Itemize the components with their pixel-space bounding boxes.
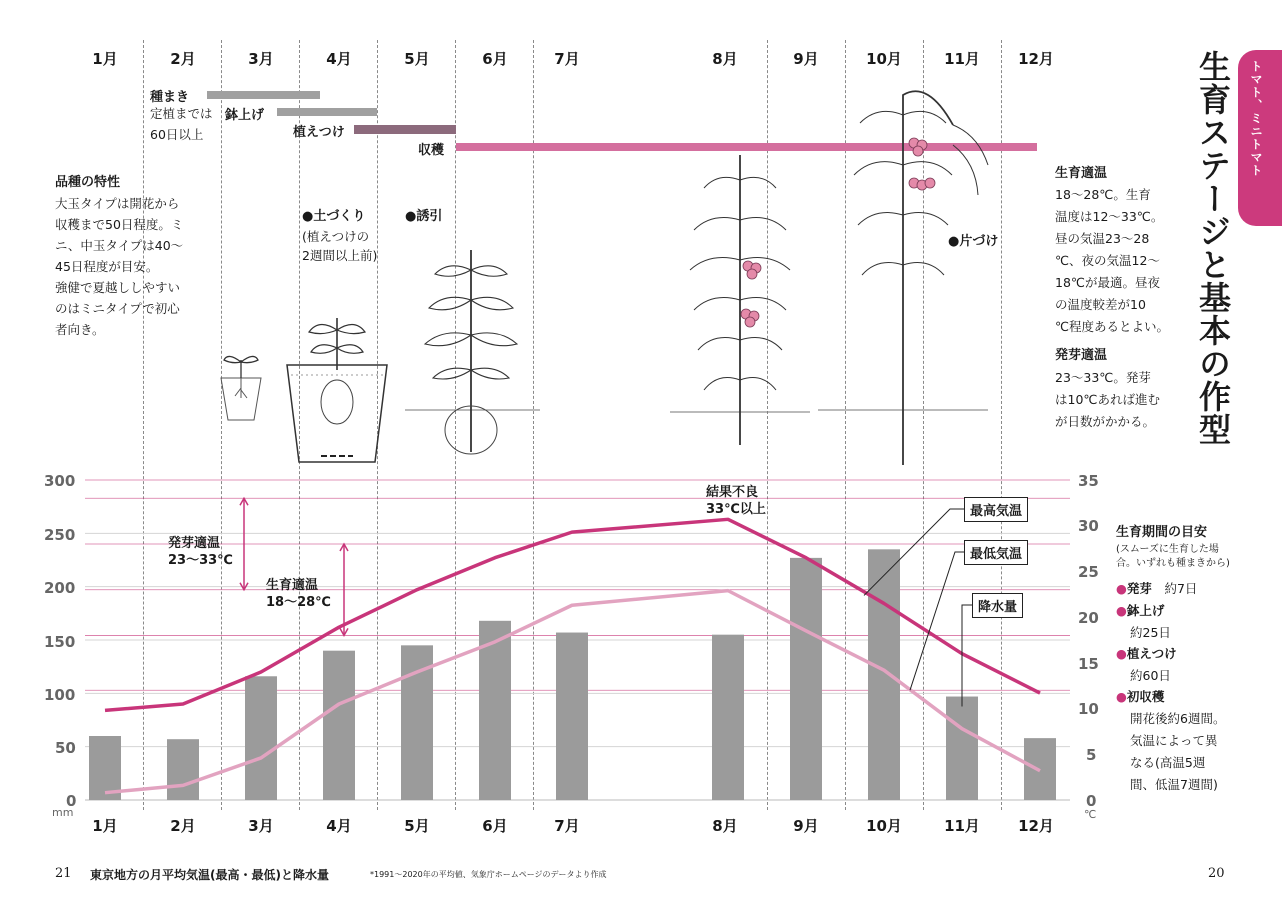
period-sub: (スムーズに生育した場 <box>1116 544 1219 555</box>
period-harvest: ●初収穫 <box>1116 689 1165 704</box>
grow-temp-line: ℃、夜の気温12〜 <box>1055 253 1160 268</box>
month-label-top: 2月 <box>170 50 196 68</box>
grow-temp-line: 18℃が最適。昼夜 <box>1055 275 1160 290</box>
rain-bar <box>245 676 277 800</box>
rain-bar <box>323 651 355 800</box>
month-label-bottom: 7月 <box>554 817 580 835</box>
bullet-icon: ● <box>1116 646 1127 661</box>
bullet-icon: ● <box>1116 603 1127 618</box>
rain-bar <box>946 697 978 800</box>
page-title: 生育ステージと基本の作型 <box>1194 50 1232 446</box>
variety-line: 者向き。 <box>55 322 105 337</box>
cleanup-step-title: ●片づけ <box>948 234 999 249</box>
y-tick-left: 250 <box>44 526 76 544</box>
period-harvest-line: 間、低温7週間) <box>1130 777 1218 792</box>
period-sub: 合。いずれも種まきから) <box>1116 558 1230 569</box>
rain-bar <box>712 635 744 800</box>
month-label-top: 7月 <box>554 50 580 68</box>
soil-step-note: 2週間以上前) <box>302 248 378 263</box>
month-label-top: 1月 <box>92 50 118 68</box>
period-harvest-line: なる(高温5週 <box>1130 755 1206 770</box>
month-label-top: 10月 <box>866 50 902 68</box>
germ-range-label: 発芽適温 <box>168 536 221 551</box>
chart-source: *1991〜2020年の平均値、気象庁ホームページのデータより作成 <box>370 870 607 879</box>
y-unit-right: ℃ <box>1084 808 1097 821</box>
page-number-left: 21 <box>55 866 72 881</box>
month-label-top: 4月 <box>326 50 352 68</box>
month-label-bottom: 4月 <box>326 817 352 835</box>
soil-step-note: (植えつけの <box>302 229 370 244</box>
month-label-bottom: 3月 <box>248 817 274 835</box>
period-pot-value: 約25日 <box>1130 625 1171 640</box>
potting-label: 鉢上げ <box>225 108 265 123</box>
germ-temp-line: が日数がかかる。 <box>1055 414 1156 429</box>
y-unit-left: mm <box>52 806 74 819</box>
grow-temp-line: ℃程度あるとよい。 <box>1055 319 1170 334</box>
y-tick-right: 30 <box>1078 517 1099 535</box>
planting-label: 植えつけ <box>293 125 345 140</box>
month-label-bottom: 11月 <box>944 817 980 835</box>
soil-step-title: ●土づくり <box>302 209 366 224</box>
rain-bar <box>167 739 199 800</box>
y-tick-left: 200 <box>44 579 76 597</box>
period-plant: ●植えつけ <box>1116 646 1177 661</box>
sowing-label: 種まき <box>150 90 190 105</box>
rain-bar <box>556 633 588 800</box>
y-tick-left: 150 <box>44 633 76 651</box>
variety-title: 品種の特性 <box>55 175 121 190</box>
category-tab: トマト、ミニトマト <box>1238 50 1282 226</box>
variety-line: 大玉タイプは開花から <box>55 196 180 211</box>
period-harvest-line: 気温によって異 <box>1130 733 1218 748</box>
variety-line: のはミニタイプで初心 <box>55 301 180 316</box>
month-label-top: 9月 <box>793 50 819 68</box>
grow-temp-line: の温度較差が10 <box>1055 297 1146 312</box>
month-label-bottom: 8月 <box>712 817 738 835</box>
month-label-bottom: 5月 <box>404 817 430 835</box>
grow-range-label: 生育適温 <box>266 578 319 593</box>
period-plant-value: 約60日 <box>1130 668 1171 683</box>
y-tick-right: 15 <box>1078 655 1099 673</box>
period-germ: ●発芽 約7日 <box>1116 581 1198 596</box>
variety-line: 45日程度が目安。 <box>55 259 159 274</box>
sowing-note: 60日以上 <box>150 127 204 142</box>
month-label-top: 5月 <box>404 50 430 68</box>
harvest-label: 収穫 <box>418 143 445 158</box>
grow-range-value: 18〜28℃ <box>266 595 331 610</box>
germ-range-value: 23〜33℃ <box>168 553 233 568</box>
bullet-icon: ● <box>1116 689 1127 704</box>
y-tick-left: 100 <box>44 686 76 704</box>
grow-temp-line: 温度は12〜33℃。 <box>1055 209 1164 224</box>
page-number-right: 20 <box>1208 866 1225 881</box>
y-tick-right: 0 <box>1086 792 1097 810</box>
y-tick-right: 10 <box>1078 700 1099 718</box>
legend-rain: 降水量 <box>972 593 1023 618</box>
y-tick-left: 0 <box>66 792 77 810</box>
y-tick-left: 50 <box>55 739 76 757</box>
legend-leader-min <box>910 552 964 690</box>
variety-line: 収穫まで50日程度。ミ <box>55 217 184 232</box>
month-label-top: 8月 <box>712 50 738 68</box>
sowing-note: 定植までは <box>150 106 213 121</box>
month-label-bottom: 9月 <box>793 817 819 835</box>
legend-max-temp: 最高気温 <box>964 497 1028 522</box>
month-label-bottom: 1月 <box>92 817 118 835</box>
month-label-top: 3月 <box>248 50 274 68</box>
month-label-top: 12月 <box>1018 50 1054 68</box>
germ-temp-line: 23〜33℃。発芽 <box>1055 370 1151 385</box>
bad-fruit-label: 結果不良 <box>706 485 759 500</box>
month-label-bottom: 2月 <box>170 817 196 835</box>
month-label-bottom: 6月 <box>482 817 508 835</box>
period-title: 生育期間の目安 <box>1116 525 1208 540</box>
period-harvest-line: 開花後約6週間。 <box>1130 711 1226 726</box>
germ-temp-line: は10℃あれば進む <box>1055 392 1160 407</box>
y-tick-right: 35 <box>1078 472 1099 490</box>
grow-temp-line: 18〜28℃。生育 <box>1055 187 1151 202</box>
chart-caption: 東京地方の月平均気温(最高・最低)と降水量 <box>90 868 329 882</box>
bad-fruit-value: 33℃以上 <box>706 502 766 517</box>
guide-step-title: ●誘引 <box>405 209 443 224</box>
grow-temp-line: 昼の気温23〜28 <box>1055 231 1150 246</box>
y-tick-right: 20 <box>1078 609 1099 627</box>
month-label-bottom: 10月 <box>866 817 902 835</box>
bullet-icon: ● <box>1116 581 1127 596</box>
y-tick-right: 5 <box>1086 746 1097 764</box>
y-tick-left: 300 <box>44 472 76 490</box>
month-label-bottom: 12月 <box>1018 817 1054 835</box>
variety-line: ニ、中玉タイプは40〜 <box>55 238 184 253</box>
month-label-top: 6月 <box>482 50 508 68</box>
period-pot: ●鉢上げ <box>1116 603 1165 618</box>
legend-min-temp: 最低気温 <box>964 540 1028 565</box>
germ-temp-title: 発芽適温 <box>1055 348 1108 363</box>
month-label-top: 11月 <box>944 50 980 68</box>
rain-bar <box>790 558 822 800</box>
y-tick-right: 25 <box>1078 563 1099 581</box>
grow-temp-title: 生育適温 <box>1055 166 1108 181</box>
variety-line: 強健で夏越ししやすい <box>55 280 181 295</box>
